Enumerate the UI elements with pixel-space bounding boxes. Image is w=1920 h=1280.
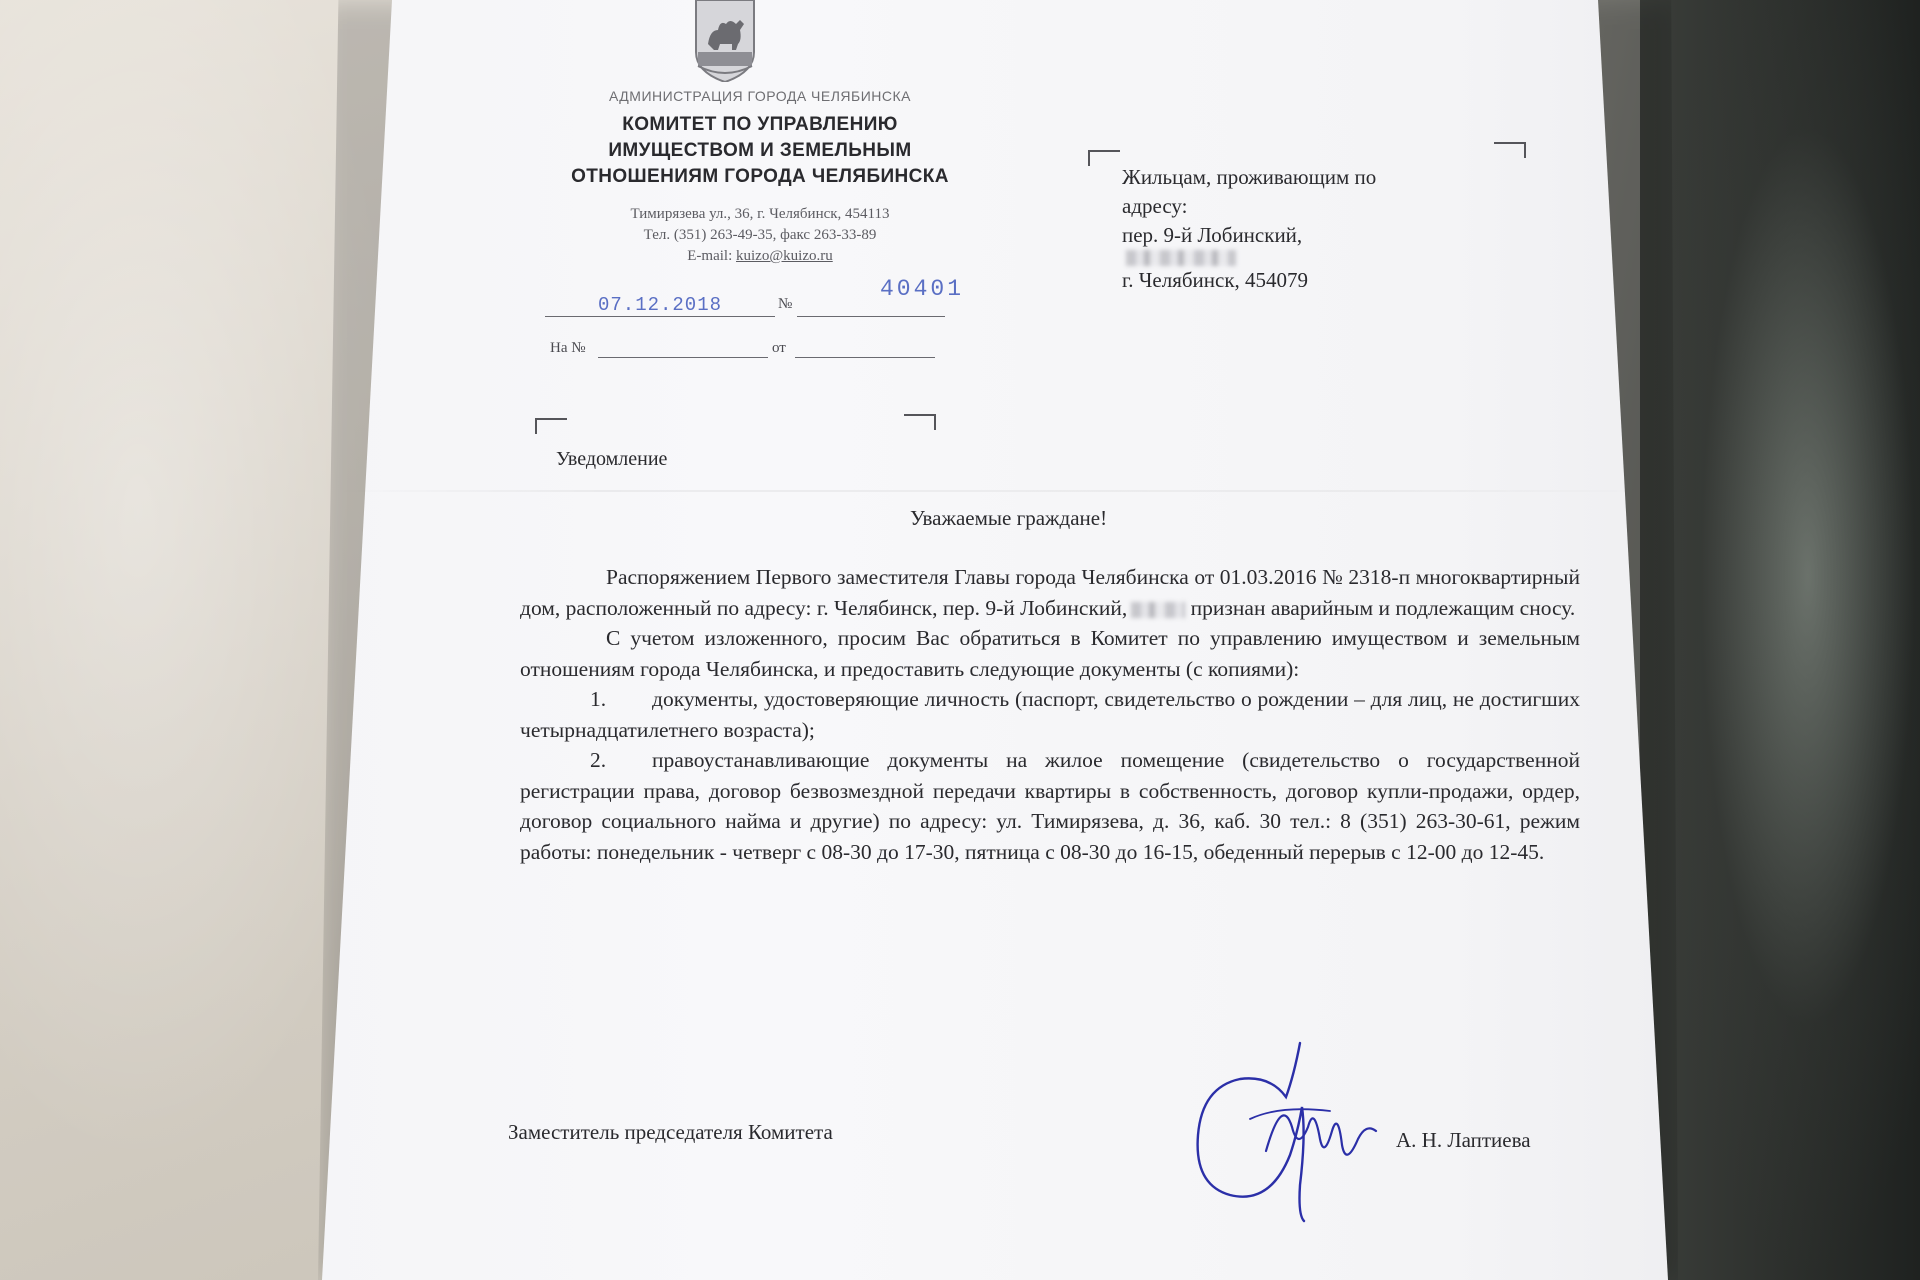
committee-line: ИМУЩЕСТВОМ И ЗЕМЕЛЬНЫМ: [608, 140, 912, 161]
committee-phone: Тел. (351) 263-49-35, факс 263-33-89: [643, 227, 877, 243]
reference-number-line: [598, 340, 768, 358]
email-address: kuizo@kuizo.ru: [736, 248, 833, 264]
registration-date: 07.12.2018: [545, 294, 775, 317]
list-item-text: правоустанавливающие документы на жилое помещение (свидетельство о государственной регистрации права, договор безвозмездной передачи квартиры в собственность, договор купли-продажи, ордер, договор социального найма и другие) по адресу: ул. Тимирязева, д. 36, каб. 30 тел.: 8 (351) 263-30-61, режим работы: понедельник - четверг с 08-30 до 17-30, пятница с 08-30 до 16-15, обеденный перерыв с 12-00 до 12-45.: [520, 748, 1580, 864]
reference-date-label: от: [772, 340, 786, 356]
reference-row: [550, 340, 950, 364]
addressee-block: [1122, 163, 1522, 295]
committee-email: [520, 246, 1000, 267]
list-item-number: 1.: [590, 687, 607, 711]
signer-name: А. Н. Лаптиева: [1396, 1128, 1531, 1152]
registration-number: 40401: [880, 276, 965, 302]
document-list-item: [520, 745, 1580, 867]
addressee-street: [1122, 221, 1522, 266]
committee-line: ОТНОШЕНИЯМ ГОРОДА ЧЕЛЯБИНСКА: [571, 166, 949, 187]
letter-subject: Уведомление: [556, 448, 668, 470]
subject-corner-mark: [535, 418, 567, 434]
body-paragraph: С учетом изложенного, просим Вас обратиться в Комитет по управлению имуществом и земельным отношениям города Челябинска, и предоставить следующие документы (с копиями):: [520, 626, 1580, 681]
administration-name: АДМИНИСТРАЦИЯ ГОРОДА ЧЕЛЯБИНСКА: [609, 88, 911, 104]
reference-date-line: [795, 340, 935, 358]
committee-contacts: [520, 204, 1000, 267]
registration-row: [545, 276, 965, 324]
letter-body: [520, 562, 1580, 867]
email-label: E-mail:: [687, 248, 737, 264]
body-paragraph-text: признан аварийным и подлежащим сносу.: [1190, 595, 1576, 620]
addressee-corner-mark: [1088, 150, 1120, 166]
addressee-corner-mark: [1494, 142, 1526, 158]
city-coat-of-arms-icon: [690, 0, 760, 82]
addressee-line: адресу:: [1122, 194, 1188, 218]
document-list-item: [520, 684, 1580, 745]
addressee-line: Жильцам, проживающим по: [1122, 165, 1377, 189]
redacted-house-number: [1131, 602, 1185, 618]
subject-corner-mark: [904, 414, 936, 430]
committee-name: [490, 112, 1030, 190]
committee-address: Тимирязева ул., 36, г. Челябинск, 454113: [630, 206, 890, 222]
list-item-number: 2.: [590, 748, 607, 772]
reference-number-label: На №: [550, 340, 586, 356]
addressee-city: г. Челябинск, 454079: [1122, 268, 1309, 292]
body-paragraph: [520, 562, 1580, 623]
redacted-house-number: [1126, 250, 1236, 266]
addressee-street-text: пер. 9-й Лобинский,: [1122, 223, 1303, 247]
body-paragraph-text: Распоряжением Первого заместителя Главы города Челябинска от 01.03.2016 № 2318-п многоквартирный дом, расположенный по адресу: г. Челябинск, пер. 9-й Лобинский,: [520, 565, 1580, 620]
list-item-text: документы, удостоверяющие личность (паспорт, свидетельство о рождении – для лиц, не достигших четырнадцатилетнего возраста);: [520, 687, 1580, 742]
paper-fold: [330, 490, 1660, 492]
handwritten-signature: [1190, 1035, 1390, 1225]
letter-greeting: Уважаемые граждане!: [910, 506, 1108, 530]
committee-line: КОМИТЕТ ПО УПРАВЛЕНИЮ: [622, 114, 898, 135]
registration-number-label: №: [778, 296, 793, 312]
dark-background: [1640, 0, 1920, 1280]
signer-title: Заместитель председателя Комитета: [508, 1120, 833, 1144]
